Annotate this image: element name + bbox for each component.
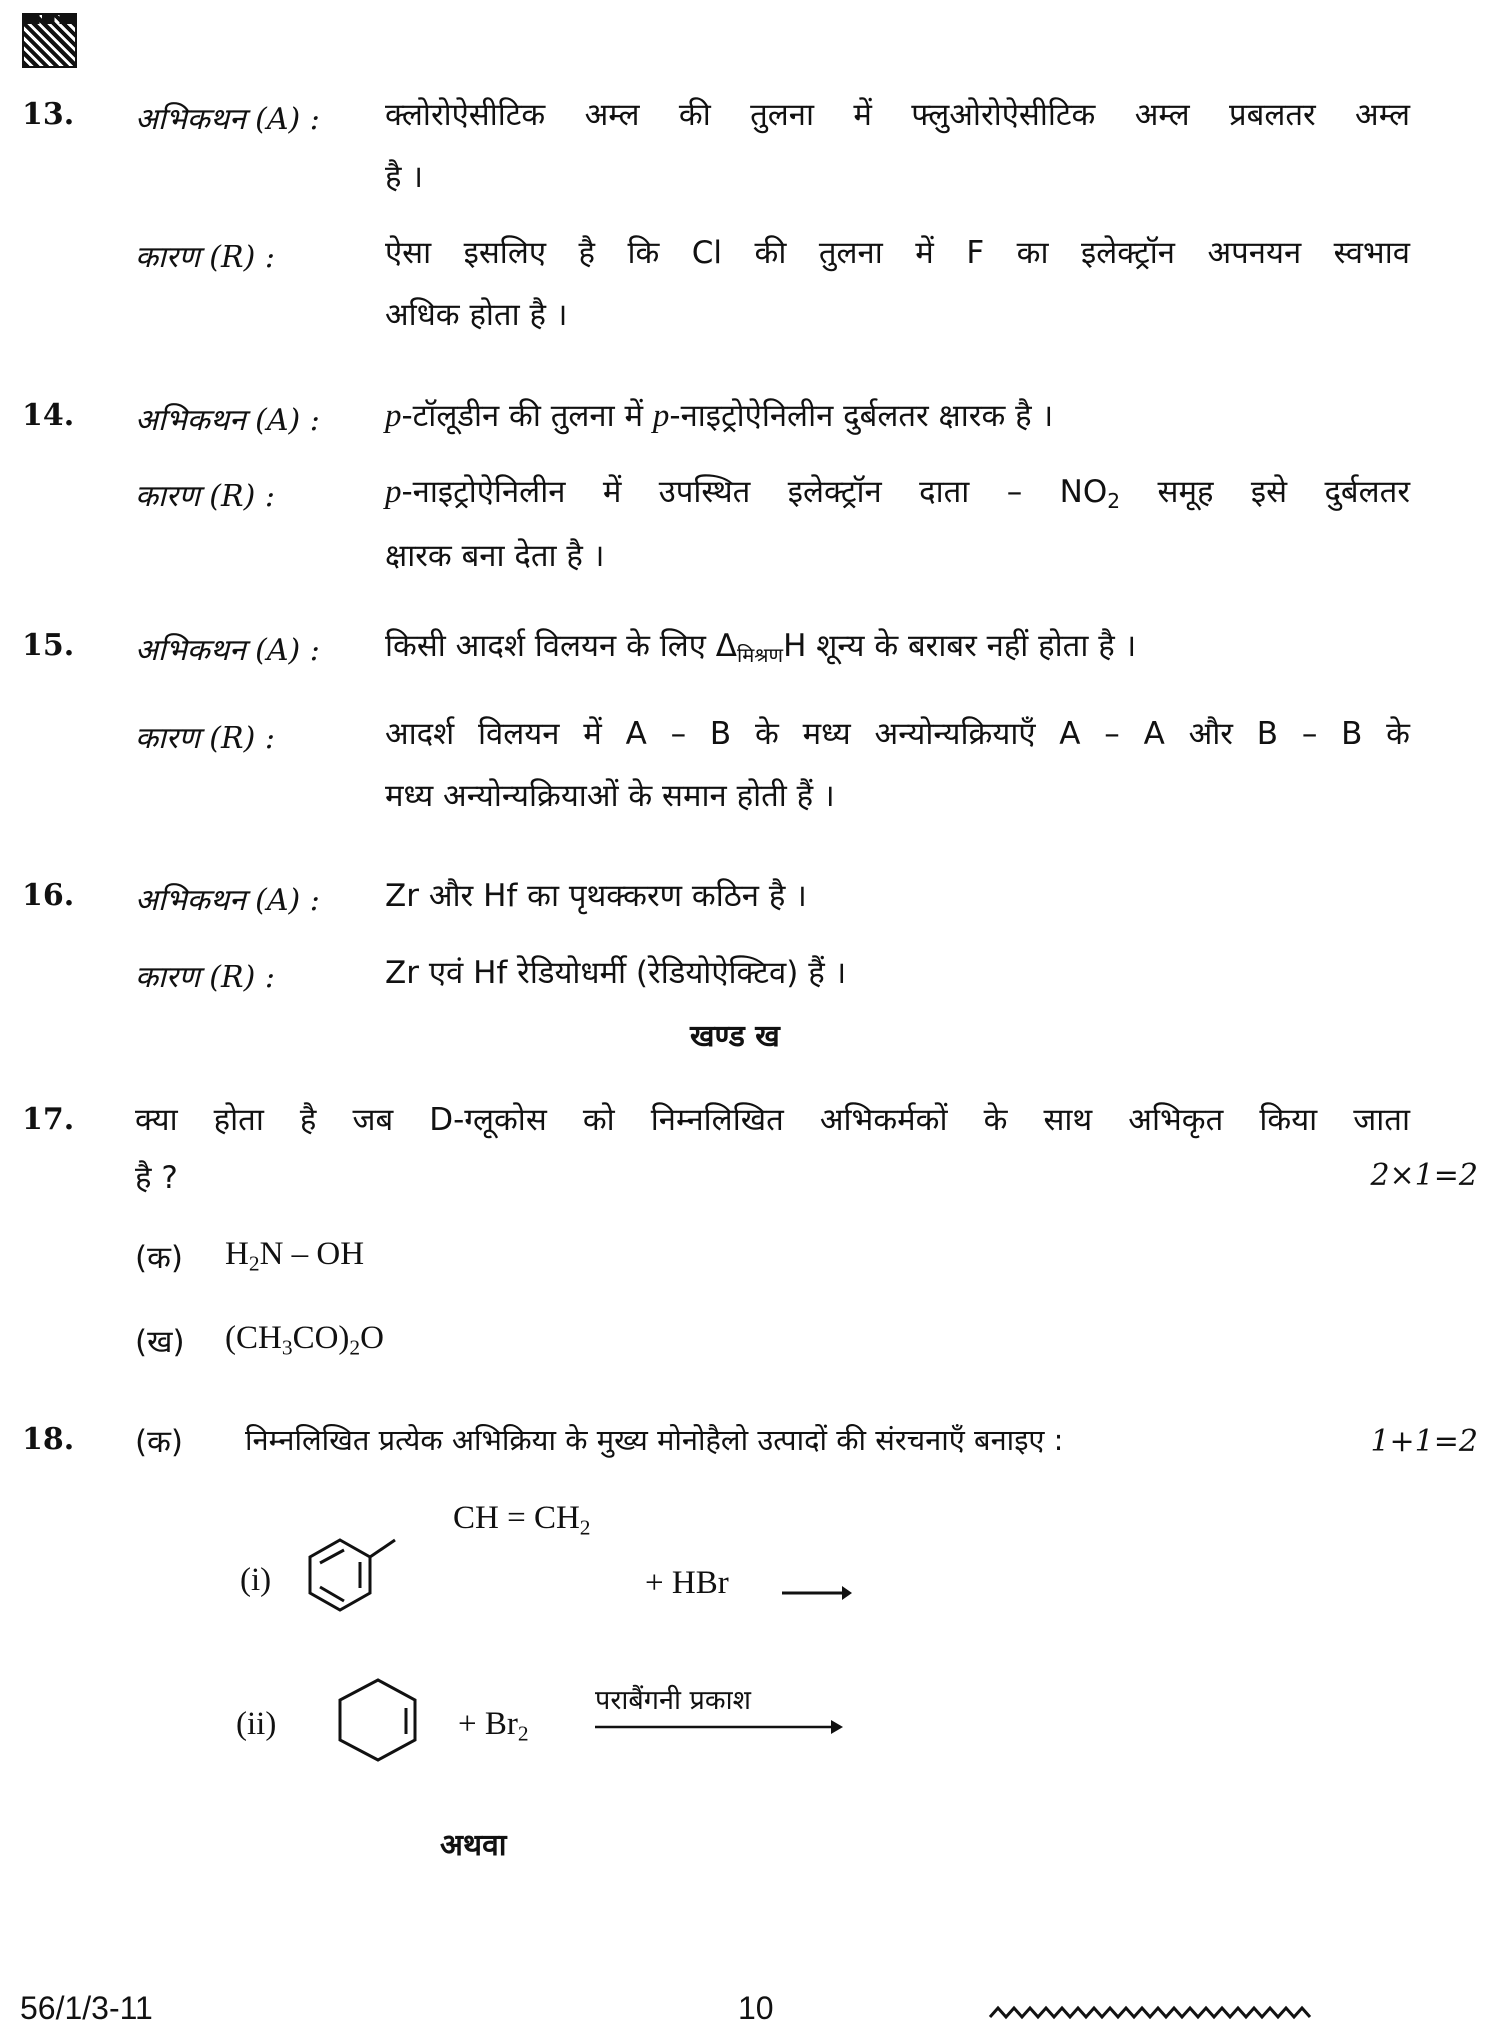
or-label: अथवा xyxy=(440,1828,507,1863)
benzene-ring-icon xyxy=(300,1535,420,1635)
paper-code: 56/1/3-11 xyxy=(20,1990,153,2026)
question-number: 18. xyxy=(22,1422,75,1457)
reason-text-cont: अधिक होता है । xyxy=(385,297,568,333)
assertion-text: क्लोरोऐसीटिक अम्ल की तुलना में फ्लुओरोऐसीटिक अम्ल प्रबलतर अम्ल xyxy=(385,97,1410,133)
assertion-label: अभिकथन (A) : xyxy=(135,403,320,438)
assertion-text: किसी आदर्श विलयन के लिए $\Delta_{मिश्रण}H$ शून्य के बराबर नहीं होता है । xyxy=(385,628,1137,668)
reason-text-cont: क्षारक बना देता है । xyxy=(385,538,605,574)
question-number: 14. xyxy=(22,398,75,433)
reason-text: p-नाइट्रोऐनिलीन में उपस्थित इलेक्ट्रॉन दाता – $NO_2$ समूह इसे दुर्बलतर xyxy=(385,474,1410,514)
question-number: 13. xyxy=(22,97,75,132)
question-number: 16. xyxy=(22,878,75,913)
decorative-squiggle xyxy=(990,2005,1310,2021)
reason-text: आदर्श विलयन में A – B के मध्य अन्योन्यक्रियाएँ A – A और B – B के xyxy=(385,716,1410,752)
option-label: (क) xyxy=(135,1240,183,1276)
vinyl-substituent: CH = $CH_2$ xyxy=(453,1500,591,1540)
reason-label: कारण (R) : xyxy=(135,960,275,995)
reason-text-cont: मध्य अन्योन्यक्रियाओं के समान होती हैं । xyxy=(385,778,835,814)
marks: 2×1=2 xyxy=(1370,1158,1478,1193)
reason-text: ऐसा इसलिए है कि Cl की तुलना में F का इलेक्ट्रॉन अपनयन स्वभाव xyxy=(385,235,1410,271)
assertion-label: अभिकथन (A) : xyxy=(135,633,320,668)
para-prefix: p xyxy=(385,398,402,434)
reagent: + $Br_2$ xyxy=(458,1706,529,1746)
question-text: क्या होता है जब D-ग्लूकोस को निम्नलिखित अभिकर्मकों के साथ अभिकृत किया जाता xyxy=(135,1102,1410,1138)
option-label: (ख) xyxy=(135,1324,185,1360)
qr-code xyxy=(22,13,77,68)
assertion-text: p-टॉलूडीन की तुलना में p-नाइट्रोऐनिलीन दुर्बलतर क्षारक है । xyxy=(385,398,1054,434)
reaction-arrow-icon xyxy=(782,1583,852,1603)
page-number: 10 xyxy=(738,1990,774,2026)
marks: 1+1=2 xyxy=(1370,1424,1478,1459)
option-formula: $H_2N$ – OH xyxy=(225,1236,365,1276)
option-formula: $(CH_3CO)_2O$ xyxy=(225,1320,384,1360)
assertion-text: Zr और Hf का पृथक्करण कठिन है । xyxy=(385,878,807,914)
reaction-label: (ii) xyxy=(236,1706,277,1742)
reaction-arrow-icon xyxy=(595,1717,845,1737)
reason-label: कारण (R) : xyxy=(135,240,275,275)
reason-label: कारण (R) : xyxy=(135,479,275,514)
mixing-subscript: मिश्रण xyxy=(737,643,784,668)
reason-text: Zr एवं Hf रेडियोधर्मी (रेडियोऐक्टिव) हैं । xyxy=(385,955,847,991)
section-title: खण्ड ख xyxy=(690,1019,780,1054)
reaction-label: (i) xyxy=(240,1562,272,1598)
question-text: निम्नलिखित प्रत्येक अभिक्रिया के मुख्य मोनोहैलो उत्पादों की संरचनाएँ बनाइए : xyxy=(245,1423,1064,1457)
question-text-cont: है ? xyxy=(135,1160,178,1196)
question-number: 17. xyxy=(22,1102,75,1137)
question-number: 15. xyxy=(22,628,75,663)
assertion-label: अभिकथन (A) : xyxy=(135,883,320,918)
assertion-label: अभिकथन (A) : xyxy=(135,102,320,137)
assertion-text-cont: है । xyxy=(385,159,424,195)
reagent: + HBr xyxy=(645,1565,729,1601)
reason-label: कारण (R) : xyxy=(135,721,275,756)
cyclohexene-ring-icon xyxy=(335,1678,435,1778)
part-label: (क) xyxy=(135,1424,183,1460)
arrow-condition-label: पराबैंगनी प्रकाश xyxy=(595,1685,752,1716)
para-prefix: p xyxy=(652,398,670,434)
